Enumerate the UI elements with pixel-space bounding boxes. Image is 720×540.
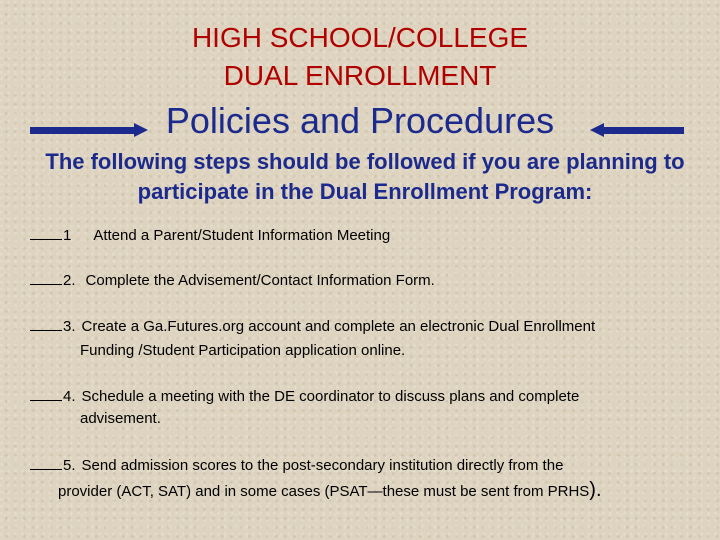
checkbox-blank	[30, 457, 62, 470]
arrow-left-icon	[590, 123, 684, 137]
step-number: 4.	[63, 388, 76, 405]
checkbox-blank	[30, 388, 62, 401]
step-number: 5.	[63, 457, 76, 474]
step-3-continued: Funding /Student Participation application online.	[80, 342, 406, 359]
step-4-continued: advisement.	[80, 410, 161, 427]
intro-text: The following steps should be followed if you are planning to participate in the Dual Enrollment Program:	[45, 149, 685, 204]
step-number: 2.	[63, 272, 76, 289]
step-2	[30, 270, 435, 292]
step-text: Complete the Advisement/Contact Information Form.	[85, 272, 435, 289]
checkbox-blank	[30, 272, 62, 285]
step-3	[30, 316, 595, 338]
title-line-1: HIGH SCHOOL/COLLEGE	[191, 22, 529, 53]
step-5-line-2-end: ).	[589, 479, 602, 501]
step-text: Send admission scores to the post-secondary institution directly from the	[81, 457, 564, 474]
checkbox-blank	[30, 318, 62, 331]
step-number: 3.	[63, 318, 76, 335]
title-line-2: DUAL ENROLLMENT	[223, 60, 497, 91]
step-text: Schedule a meeting with the DE coordinator to discuss plans and complete	[81, 388, 580, 405]
step-4	[30, 386, 579, 408]
step-5-line-2: provider (ACT, SAT) and in some cases (PSAT—these must be sent from PRHS	[58, 483, 590, 500]
step-5	[30, 455, 563, 477]
step-text: Create a Ga.Futures.org account and complete an electronic Dual Enrollment	[81, 318, 596, 335]
step-5-continued	[58, 479, 602, 503]
step-number: 1	[63, 227, 72, 244]
page-heading: Policies and Procedures	[165, 100, 555, 141]
step-1	[30, 225, 390, 247]
step-text: Attend a Parent/Student Information Meeting	[93, 227, 391, 244]
checkbox-blank	[30, 227, 62, 240]
